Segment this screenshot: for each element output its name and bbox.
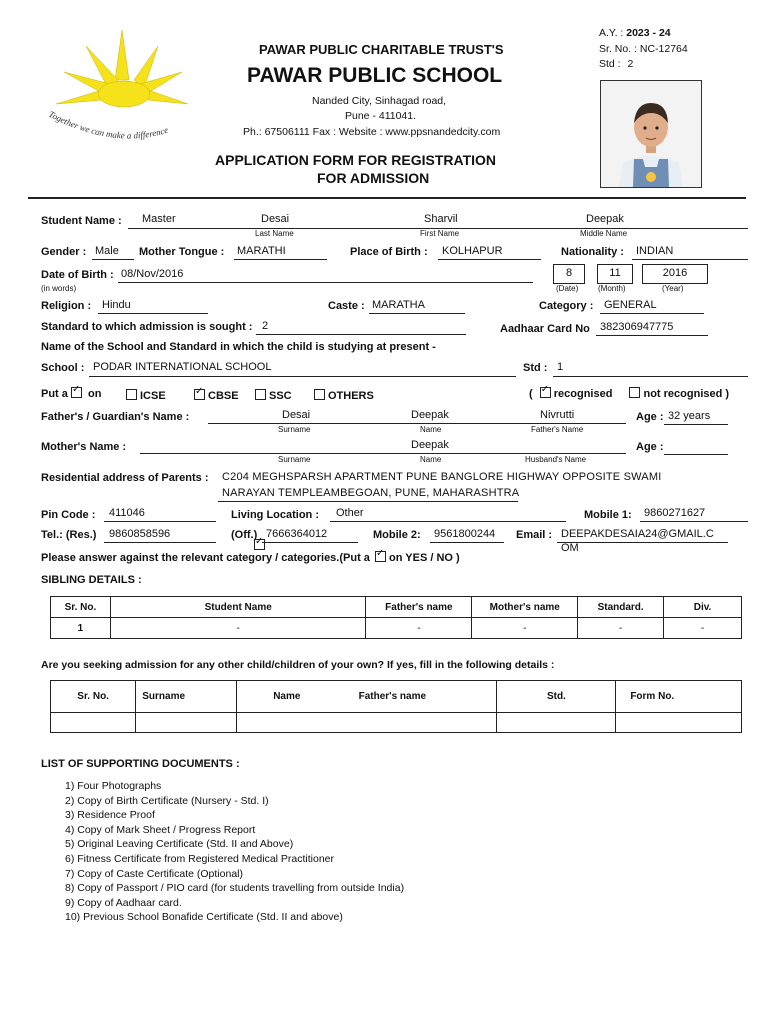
father-fathers-name: Nivrutti [540, 409, 575, 421]
other-cell-std[interactable] [497, 713, 616, 733]
living-location-underline [330, 521, 566, 522]
other-cell-form-no[interactable] [616, 713, 742, 733]
gender-underline [92, 259, 134, 260]
sibling-cell-student-name: - [110, 618, 366, 639]
mother-tongue-label: Mother Tongue : [139, 246, 225, 258]
tel-res-underline [104, 542, 216, 543]
sibling-cell-mothers-name: - [472, 618, 578, 639]
caste-label: Caste : [328, 300, 365, 312]
list-item: 8) Copy of Passport / PIO card (for students travelling from outside India) [65, 882, 405, 895]
board-instruction [41, 387, 101, 400]
list-item: 6) Fitness Certificate from Registered Medical Practitioner [65, 852, 335, 865]
list-item: 7) Copy of Caste Certificate (Optional) [65, 867, 243, 880]
address-line-1-value: C204 MEGHSPARSH APARTMENT PUNE BANGLORE HIGHWAY OPPOSITE SWAMI [222, 471, 662, 483]
list-item: 1) Four Photographs [65, 780, 162, 792]
icse-checkbox[interactable] [126, 389, 137, 400]
pin-code-value: 411046 [109, 507, 145, 519]
pin-code-label: Pin Code : [41, 509, 96, 521]
father-age-underline [664, 424, 728, 425]
student-photo [600, 80, 702, 188]
religion-underline [98, 313, 208, 314]
ssc-label: SSC [269, 390, 292, 402]
school-std-label: Std : [523, 362, 548, 374]
mother-age-label: Age : [636, 441, 664, 453]
put-a-label: Put a [41, 388, 68, 400]
mother-caption-husband: Husband's Name [525, 455, 587, 464]
sibling-header-standard: Standard. [578, 597, 664, 618]
ay-value: 2023 - 24 [626, 27, 671, 39]
recognition-status [529, 387, 729, 400]
documents-title: LIST OF SUPPORTING DOCUMENTS : [41, 758, 240, 770]
other-header-std: Std. [497, 681, 616, 713]
std-label: Std : [599, 58, 621, 70]
ay-label: A.Y. : [599, 27, 624, 39]
caption-month: (Month) [598, 284, 626, 293]
other-header-name: Name [237, 681, 347, 713]
aadhaar-label: Aadhaar Card No [500, 323, 590, 335]
other-cell-name[interactable] [237, 713, 347, 733]
others-checkbox[interactable] [314, 389, 325, 400]
list-item: 3) Residence Proof [65, 809, 155, 822]
student-first-name: Sharvil [424, 213, 458, 225]
dob-month-box: 11 [597, 264, 633, 284]
address-line-1: Nanded City, Sinhagad road, [312, 95, 447, 107]
list-item: 10) Previous School Bonafide Certificate (Std. II and above) [65, 911, 343, 924]
nationality-underline [632, 259, 748, 260]
current-school-label: Name of the School and Standard in which the child is studying at present - [41, 341, 436, 353]
form-title-line-2: FOR ADMISSION [317, 170, 430, 186]
recognised-label: recognised [553, 388, 613, 400]
sibling-cell-standard: - [578, 618, 664, 639]
email-underline [557, 542, 728, 543]
srno-label: Sr. No. : [599, 43, 637, 55]
sibling-cell-div: - [664, 618, 742, 639]
father-surname: Desai [282, 409, 311, 421]
instruction-tick-icon [375, 551, 386, 562]
sibling-header-srno: Sr. No. [51, 597, 111, 618]
table-row [51, 618, 742, 639]
other-cell-fathers-name[interactable] [347, 713, 497, 733]
school-logo [30, 28, 190, 148]
address-label: Residential address of Parents : [41, 472, 209, 484]
address-underline [218, 501, 518, 502]
category-underline [600, 313, 704, 314]
aadhaar-underline [596, 335, 708, 336]
dob-words-value: 08/Nov/2016 [121, 268, 184, 280]
dob-underline [118, 282, 533, 283]
other-header-surname: Surname [136, 681, 237, 713]
standard-sought-label: Standard to which admission is sought : [41, 321, 253, 333]
sibling-header-div: Div. [664, 597, 742, 618]
dob-year-box: 2016 [642, 264, 708, 284]
sibling-header-row [51, 597, 742, 618]
header-standard [599, 58, 633, 70]
icse-label: ICSE [140, 390, 166, 402]
srno-value: NC-12764 [639, 43, 688, 55]
caption-date: (Date) [556, 284, 579, 293]
category-value: GENERAL [604, 299, 657, 311]
sibling-header-mothers-name: Mother's name [472, 597, 578, 618]
caption-first-name: First Name [420, 229, 460, 238]
living-location-value: Other [336, 507, 364, 519]
tel-res-label: Tel.: (Res.) [41, 529, 97, 541]
email-value-line-2: OM [561, 542, 579, 554]
mother-name-label: Mother's Name : [41, 441, 127, 453]
place-of-birth-value: KOLHAPUR [442, 245, 503, 257]
mobile-1-value: 9860271627 [644, 507, 706, 519]
tel-off-underline [262, 542, 358, 543]
place-of-birth-underline [438, 259, 541, 260]
table-row [51, 713, 742, 733]
email-label: Email : [516, 529, 553, 541]
ssc-checkbox[interactable] [255, 389, 266, 400]
father-age-label: Age : [636, 411, 664, 423]
standard-sought-value: 2 [262, 320, 269, 332]
dob-words-caption: (in words) [41, 284, 77, 293]
living-location-label: Living Location : [231, 509, 319, 521]
school-underline [89, 376, 516, 377]
form-title-line-1: APPLICATION FORM FOR REGISTRATION [215, 152, 497, 168]
sibling-cell-fathers-name: - [366, 618, 472, 639]
aadhaar-value: 382306947775 [600, 321, 674, 333]
school-name: PAWAR PUBLIC SCHOOL [247, 64, 503, 87]
address-line-2: Pune - 411041. [345, 110, 417, 122]
others-label: OTHERS [328, 390, 374, 402]
mobile-1-label: Mobile 1: [584, 509, 632, 521]
other-header-form-no: Form No. [616, 681, 742, 713]
academic-year [599, 27, 671, 39]
nationality-value: INDIAN [636, 245, 674, 257]
father-caption-name: Name [420, 425, 442, 434]
off-checkbox [254, 539, 265, 550]
nationality-label: Nationality : [561, 246, 624, 258]
student-prefix: Master [142, 213, 176, 225]
other-header-fathers-name: Father's name [347, 681, 497, 713]
mother-name: Deepak [411, 439, 449, 451]
email-value-line-1: DEEPAKDESAIA24@GMAIL.C [561, 528, 714, 540]
sibling-table [50, 596, 742, 639]
father-name-label: Father's / Guardian's Name : [41, 411, 190, 423]
caption-last-name: Last Name [255, 229, 294, 238]
sibling-cell-srno: 1 [51, 618, 111, 639]
svg-text:Together we can make a differe [47, 109, 169, 141]
dob-label: Date of Birth : [41, 269, 114, 281]
mobile-1-underline [640, 521, 748, 522]
other-children-table [50, 680, 742, 733]
tel-res-value: 9860858596 [109, 528, 171, 540]
tick-example-icon [71, 387, 82, 398]
logo-motto: Together we can make a difference [47, 108, 170, 141]
contact-line: Ph.: 67506111 Fax : Website : www.ppsnandedcity.com [243, 126, 501, 138]
pin-code-underline [104, 521, 216, 522]
student-middle-name: Deepak [586, 213, 624, 225]
caption-middle-name: Middle Name [580, 229, 628, 238]
other-cell-srno[interactable] [51, 713, 136, 733]
address-line-2-value: NARAYAN TEMPLEAMBEGOAN, PUNE, MAHARASHTRA [222, 487, 520, 499]
caption-year: (Year) [662, 284, 684, 293]
mother-caption-name: Name [420, 455, 442, 464]
board-icse[interactable] [126, 389, 166, 402]
father-age-value: 32 years [668, 410, 711, 422]
mother-caption-surname: Surname [278, 455, 311, 464]
other-children-header-row [51, 681, 742, 713]
list-item: 2) Copy of Birth Certificate (Nursery - Std. I) [65, 794, 269, 807]
paren-open: ( [529, 388, 533, 400]
gender-value: Male [95, 245, 119, 257]
instruction-text-b: on YES / NO ) [388, 552, 460, 564]
father-name-underline [208, 423, 626, 424]
documents-list [65, 779, 404, 925]
category-label: Category : [539, 300, 594, 312]
mobile-2-underline [430, 542, 504, 543]
mobile-2-value: 9561800244 [434, 528, 496, 540]
father-name: Deepak [411, 409, 449, 421]
tel-off-value: 7666364012 [266, 528, 328, 540]
cbse-label: CBSE [208, 390, 239, 402]
standard-sought-underline [256, 334, 466, 335]
school-value: PODAR INTERNATIONAL SCHOOL [93, 361, 272, 373]
sibling-header-student-name: Student Name [110, 597, 366, 618]
mother-tongue-underline [234, 259, 327, 260]
place-of-birth-label: Place of Birth : [350, 246, 428, 258]
mobile-2-label: Mobile 2: [373, 529, 421, 541]
mother-age-underline [664, 454, 728, 455]
sibling-title: SIBLING DETAILS : [41, 574, 142, 586]
board-cbse[interactable] [194, 389, 239, 402]
other-children-question: Are you seeking admission for any other child/children of your own? If yes, fill in the following details : [41, 659, 555, 671]
list-item: 5) Original Leaving Certificate (Std. II and Above) [65, 838, 294, 851]
caste-underline [369, 313, 465, 314]
religion-label: Religion : [41, 300, 92, 312]
mother-tongue-value: MARATHI [237, 245, 286, 257]
on-label: on [88, 388, 102, 400]
header-divider [28, 197, 746, 199]
other-cell-surname[interactable] [136, 713, 237, 733]
father-caption-surname: Surname [278, 425, 311, 434]
serial-number [599, 43, 688, 55]
other-header-srno: Sr. No. [51, 681, 136, 713]
list-item: 4) Copy of Mark Sheet / Progress Report [65, 823, 256, 836]
student-name-label: Student Name : [41, 215, 122, 227]
trust-name: PAWAR PUBLIC CHARITABLE TRUST'S [259, 42, 504, 57]
school-label: School : [41, 362, 85, 374]
student-last-name: Desai [261, 213, 290, 225]
board-others[interactable] [314, 389, 374, 402]
caste-value: MARATHA [372, 299, 425, 311]
mother-name-underline [140, 453, 626, 454]
gender-label: Gender : [41, 246, 87, 258]
sibling-header-fathers-name: Father's name [366, 597, 472, 618]
dob-date-box: 8 [553, 264, 585, 284]
yes-no-instruction [41, 551, 460, 564]
list-item: 9) Copy of Aadhaar card. [65, 896, 182, 909]
instruction-text-a: Please answer against the relevant category / categories.(Put a [41, 552, 370, 564]
tel-off-label: (Off.) [231, 529, 258, 541]
not-recognised-checkbox[interactable] [629, 387, 640, 398]
not-recognised-label: not recognised ) [643, 388, 730, 400]
cbse-checkbox[interactable] [194, 389, 205, 400]
school-std-underline [553, 376, 748, 377]
school-std-value: 1 [557, 361, 564, 373]
religion-value: Hindu [102, 299, 131, 311]
board-ssc[interactable] [255, 389, 292, 402]
father-caption-fathers: Father's Name [531, 425, 584, 434]
recognised-checkbox[interactable] [540, 387, 551, 398]
std-value: 2 [627, 58, 634, 70]
